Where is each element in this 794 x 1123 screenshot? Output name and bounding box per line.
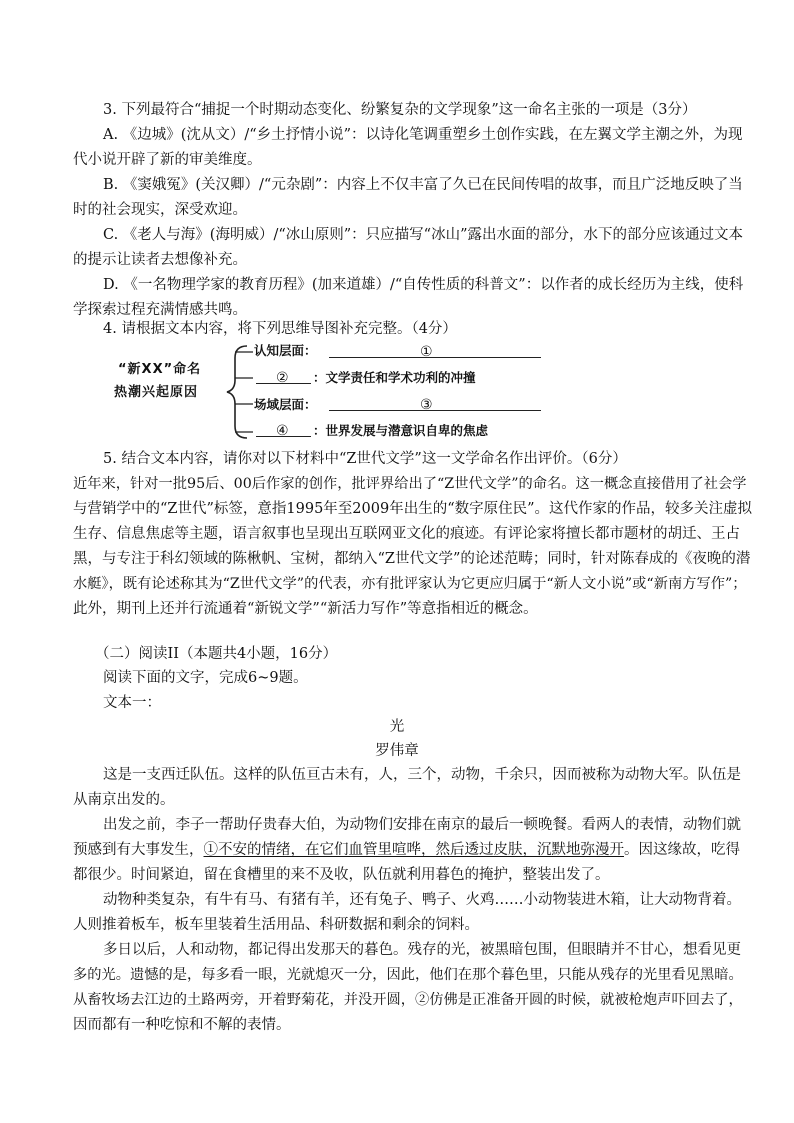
q3-stem: 3. 下列最符合“捕捉一个时期动态变化、纷繁复杂的文学现象”这一命名主张的一项是（3分） [103,102,697,118]
story-author: 罗伟章 [375,743,419,759]
q3-option-b-cont: 时的社会现实，深受欢迎。 [73,202,247,218]
q5-material-line5: 水艇》，既有论述称其为“Z世代文学”的代表，亦有批评家认为它更应归属于“新人文小说”或“新南方写作”； [73,576,747,592]
q3-option-b: B. 《窦娥冤》(关汉卿）/“元杂剧”：内容上不仅丰富了久已在民间传唱的故事，而且广泛地反映了当 [103,177,743,193]
blank-number-2: ② [276,370,289,386]
story-p2-line2 [73,841,740,859]
underlined-sentence-1: ①不安的情绪，在它们血管里喧哗，然后透过皮肤，沉默地弥漫开 [203,842,624,858]
mind-map-branch3-label: 场域层面： [254,397,317,412]
story-p2-line1: 出发之前，李子一帮助仔贵春大伯，为动物们安排在南京的最后一顿晚餐。看两人的表情，动物们就 [103,817,741,833]
mind-map-brace [225,344,255,440]
q3-option-a-cont: 代小说开辟了新的审美维度。 [73,152,262,168]
blank-number-4: ④ [276,423,289,439]
mind-map-branch1-label: 认知层面： [254,343,317,358]
text-one-label: 文本一： [103,695,161,711]
blank-number-1: ① [420,344,433,360]
story-p4-line4: 因而都有一种吃惊和不解的表情。 [73,1017,291,1033]
q5-stem: 5. 结合文本内容，请你对以下材料中“Z世代文学”这一文学命名作出评价。（6分） [103,451,627,467]
story-p2-text-after: 。因这缘故，吃得 [624,842,740,858]
q3-option-c-cont: 的提示让读者去想像补充。 [73,252,247,268]
q5-material-line2: 与营销学中的“Z世代”标签，意指1995年至2009年出生的“数字原住民”。这代作家的作品，较多关注虚拟 [73,501,753,517]
q5-material-line4: 黑，与专注于科幻领域的陈楸帆、宝树，都纳入“Z世代文学”的论述范畴；同时，针对陈春成的《夜晚的潜 [73,551,751,567]
q5-material-line1: 近年来，针对一批95后、00后作家的创作，批评界给出了“Z世代文学”的命名。这一概念直接借用了社会学 [73,476,747,492]
section-heading: （二）阅读II（本题共4小题，16分） [95,646,338,662]
q3-option-d-cont: 学探索过程充满情感共鸣。 [73,302,247,318]
story-p4-line2: 多的光。遗憾的是，每多看一眼，光就熄灭一分，因此，他们在那个暮色里，只能从残存的光里看见黑暗。 [73,967,743,983]
q5-material-line3: 生存、信息焦虑等主题，语言叙事也呈现出互联网亚文化的痕迹。有评论家将擅长都市题材的胡迁、王占 [73,526,740,542]
blank-number-3: ③ [420,397,433,413]
mind-map-branch4-text: ：世界发展与潜意识自卑的焦虑 [313,423,489,438]
q3-option-a: A. 《边城》(沈从文）/“乡土抒情小说”：以诗化笔调重塑乡土创作实践，在左翼文学主潮之外，为现 [103,127,743,143]
q3-option-d: D. 《一名物理学家的教育历程》(加来道雄）/“自传性质的科普文”：以作者的成长经历为主线，使科 [103,277,744,293]
q4-stem: 4. 请根据文本内容，将下列思维导图补充完整。（4分） [103,321,457,337]
mind-map-blank-1[interactable] [329,357,541,358]
mind-map-branch2-text: ：文学责任和学术功利的冲撞 [313,370,476,385]
story-p3-line1: 动物种类复杂，有牛有马、有猪有羊，还有兔子、鸭子、火鸡……小动物装进木箱，让大动物背着。 [103,892,741,908]
reading-instruction: 阅读下面的文字，完成6~9题。 [103,670,308,686]
story-p2-text: 预感到有大事发生， [73,842,204,858]
story-p4-line3: 从畜牧场去江边的土路两旁，开着野菊花，并没开圆，②仿佛是正准备开圆的时候，就被枪炮声吓回去了， [73,992,743,1008]
story-p1-line1: 这是一支西迁队伍。这样的队伍亘古未有，人，三个，动物，千余只，因而被称为动物大军。队伍是 [103,767,741,783]
story-p1-line2: 从南京出发的。 [73,792,175,808]
story-title: 光 [389,719,405,735]
mind-map-blank-3[interactable] [329,410,541,411]
q5-material-line6: 此外，期刊上还并行流通着“新锐文学”“新活力写作”等意指相近的概念。 [73,601,538,617]
story-p3-line2: 人则推着板车，板车里装着生活用品、科研数据和剩余的饲料。 [73,917,479,933]
story-p4-line1: 多日以后，人和动物，都记得出发那天的暮色。残存的光，被黑暗包围，但眼睛并不甘心，想看见更 [103,942,741,958]
q3-option-c: C. 《老人与海》(海明威）/“冰山原则”：只应描写“冰山”露出水面的部分，水下的部分应该通过文本 [103,227,743,243]
mind-map-root-line1: “新XX”命名 [118,362,202,377]
story-p2-line3: 都很少。时间紧迫，留在食槽里的来不及收，队伍就利用暮色的掩护，整装出发了。 [73,867,610,883]
mind-map-root-line2: 热潮兴起原因 [114,385,199,400]
